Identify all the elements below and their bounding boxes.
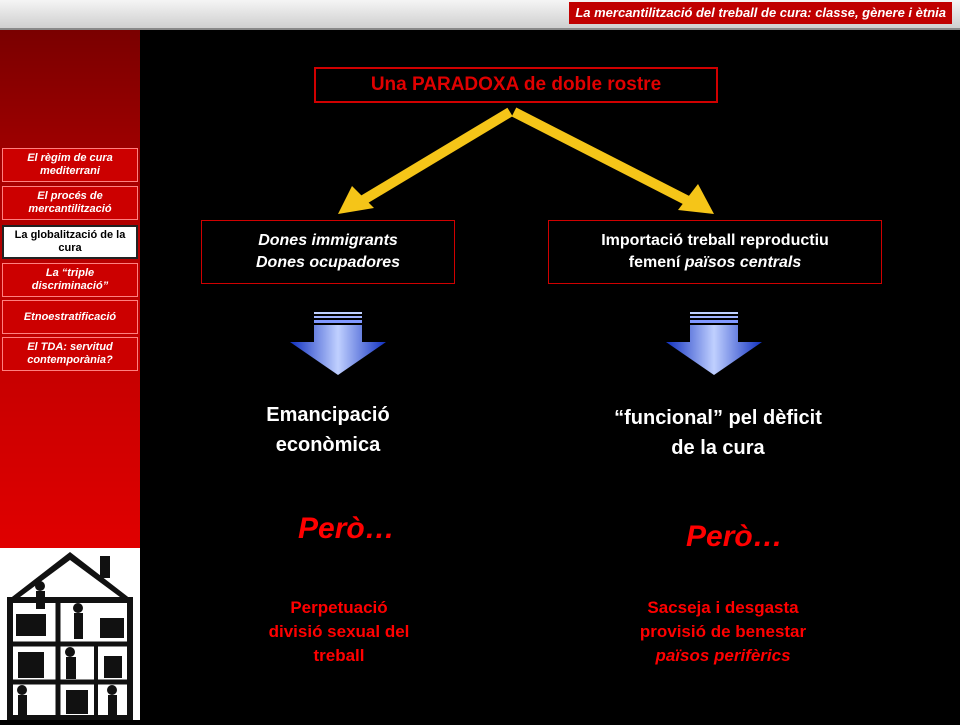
- left-result-line2: econòmica: [275, 434, 381, 456]
- left-branch-box: [201, 220, 455, 284]
- right-consequence-line1: Sacseja i desgasta: [647, 598, 799, 617]
- sidebar-item-label: El règim de cura mediterrani: [27, 152, 113, 177]
- right-result-line2: de la cura: [671, 437, 765, 459]
- right-branch-line2-plain: femení: [628, 254, 685, 271]
- right-consequence-line2: provisió de benestar: [639, 622, 807, 641]
- sidebar-item-label: La globalització de la cura: [14, 229, 126, 254]
- right-branch-line2: [629, 252, 802, 274]
- left-result: [228, 400, 428, 460]
- down-arrow-right-icon: [664, 312, 764, 376]
- sidebar-item-label: Etnoestratificació: [23, 310, 117, 323]
- sidebar-item-label: El procés de mercantilització: [28, 190, 112, 215]
- left-consequence: [228, 596, 450, 668]
- presentation-title: La mercantilització del treball de cura: classe, gènere i ètnia: [569, 2, 952, 24]
- down-arrow-left-icon: [288, 312, 388, 376]
- left-branch-line1: Dones immigrants: [258, 232, 398, 249]
- right-branch-line1: Importació treball reproductiu: [601, 232, 829, 249]
- right-branch-box: [548, 220, 882, 284]
- right-result: [560, 403, 876, 463]
- left-consequence-line3: treball: [313, 646, 365, 665]
- right-but: Però…: [686, 520, 783, 553]
- right-consequence: [578, 596, 868, 668]
- paradox-title: Una PARADOXA de doble rostre: [314, 67, 718, 103]
- arrow-left-line: [360, 112, 510, 202]
- left-result-line1: Emancipació: [266, 404, 390, 426]
- left-consequence-line2: divisió sexual del: [268, 622, 410, 641]
- left-branch-line2: Dones ocupadores: [255, 254, 401, 271]
- right-result-line1: “funcional” pel dèficit: [614, 407, 822, 429]
- sidebar-item-label: El TDA: servitud contemporània?: [27, 341, 113, 366]
- arrow-right-line: [514, 112, 690, 202]
- right-branch-line2-italic: països centrals: [684, 254, 802, 271]
- left-but: Però…: [298, 512, 395, 545]
- left-consequence-line1: Perpetuació: [290, 598, 388, 617]
- right-consequence-line3: països perifèrics: [655, 646, 791, 665]
- sidebar-item-label: La “triple discriminació”: [31, 267, 109, 292]
